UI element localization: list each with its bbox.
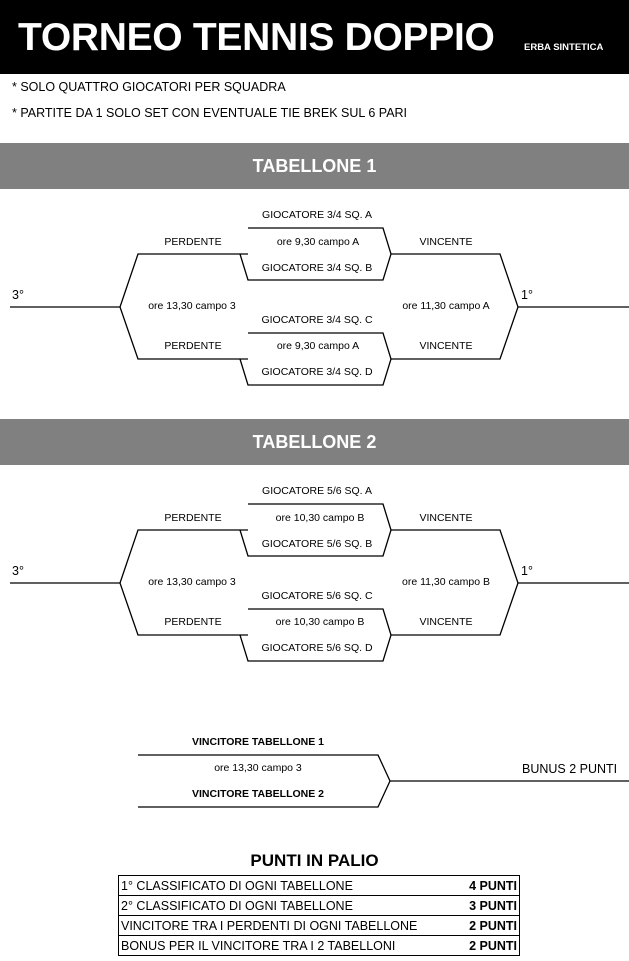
winner-label-top: VINCENTE — [419, 512, 473, 524]
bracket-2-title: TABELLONE 2 — [252, 432, 377, 452]
team-b: GIOCATORE 5/6 SQ. B — [261, 538, 373, 550]
match-time-top: ore 10,30 campo B — [275, 512, 365, 524]
points-row-value: 2 PUNTI — [425, 936, 520, 956]
team-a: GIOCATORE 3/4 SQ. A — [262, 209, 372, 221]
third-place-label: 3° — [12, 288, 24, 302]
bracket-2 — [0, 480, 629, 680]
table-row — [119, 876, 520, 896]
points-title: PUNTI IN PALIO — [250, 851, 379, 870]
final-match-time: ore 13,30 campo 3 — [214, 762, 302, 774]
header-bar — [0, 0, 629, 74]
first-place-label: 1° — [521, 288, 533, 302]
match-time-bottom: ore 10,30 campo B — [275, 616, 365, 628]
page-subtitle: ERBA SINTETICA — [524, 42, 604, 53]
points-row-label: BONUS PER IL VINCITORE TRA I 2 TABELLONI — [119, 936, 426, 956]
table-row — [119, 916, 520, 936]
bracket-1-banner — [0, 143, 629, 189]
team-d: GIOCATORE 3/4 SQ. D — [261, 366, 373, 378]
page-title: TORNEO TENNIS DOPPIO — [18, 16, 495, 59]
points-row-value: 4 PUNTI — [425, 876, 520, 896]
first-place-label: 1° — [521, 564, 533, 578]
points-table — [118, 875, 520, 956]
team-b: GIOCATORE 3/4 SQ. B — [261, 262, 373, 274]
loser-label-bottom: PERDENTE — [164, 340, 222, 352]
match-time-bottom: ore 9,30 campo A — [276, 340, 360, 352]
team-c: GIOCATORE 5/6 SQ. C — [261, 590, 373, 602]
match-time-top: ore 9,30 campo A — [276, 236, 360, 248]
final-winner-2: VINCITORE TABELLONE 2 — [191, 788, 325, 800]
points-row-label: 1° CLASSIFICATO DI OGNI TABELLONE — [119, 876, 426, 896]
bonus-label: BUNUS 2 PUNTI — [522, 762, 618, 776]
losers-final-time: ore 13,30 campo 3 — [148, 300, 236, 312]
winner-label-bottom: VINCENTE — [419, 340, 473, 352]
final-winner-1: VINCITORE TABELLONE 1 — [191, 736, 325, 748]
points-row-value: 2 PUNTI — [425, 916, 520, 936]
team-a: GIOCATORE 5/6 SQ. A — [262, 485, 372, 497]
points-row-value: 3 PUNTI — [425, 896, 520, 916]
bracket-2-banner — [0, 419, 629, 465]
winners-final-time: ore 11,30 campo A — [402, 300, 490, 312]
points-row-label: VINCITORE TRA I PERDENTI DI OGNI TABELLONE — [119, 916, 426, 936]
third-place-label: 3° — [12, 564, 24, 578]
final-bracket — [0, 728, 629, 818]
bracket-1-title: TABELLONE 1 — [252, 156, 377, 176]
note-players: * SOLO QUATTRO GIOCATORI PER SQUADRA — [12, 80, 286, 94]
points-row-label: 2° CLASSIFICATO DI OGNI TABELLONE — [119, 896, 426, 916]
table-row — [119, 896, 520, 916]
note-set-rules: * PARTITE DA 1 SOLO SET CON EVENTUALE TIE BREK SUL 6 PARI — [12, 106, 408, 120]
team-c: GIOCATORE 3/4 SQ. C — [261, 314, 373, 326]
winners-final-time: ore 11,30 campo B — [402, 576, 490, 588]
loser-label-top: PERDENTE — [164, 512, 222, 524]
loser-label-top: PERDENTE — [164, 236, 222, 248]
winner-label-bottom: VINCENTE — [419, 616, 473, 628]
losers-final-time: ore 13,30 campo 3 — [148, 576, 236, 588]
team-d: GIOCATORE 5/6 SQ. D — [261, 642, 373, 654]
winner-label-top: VINCENTE — [419, 236, 473, 248]
bracket-1 — [0, 204, 629, 404]
table-row — [119, 936, 520, 956]
loser-label-bottom: PERDENTE — [164, 616, 222, 628]
